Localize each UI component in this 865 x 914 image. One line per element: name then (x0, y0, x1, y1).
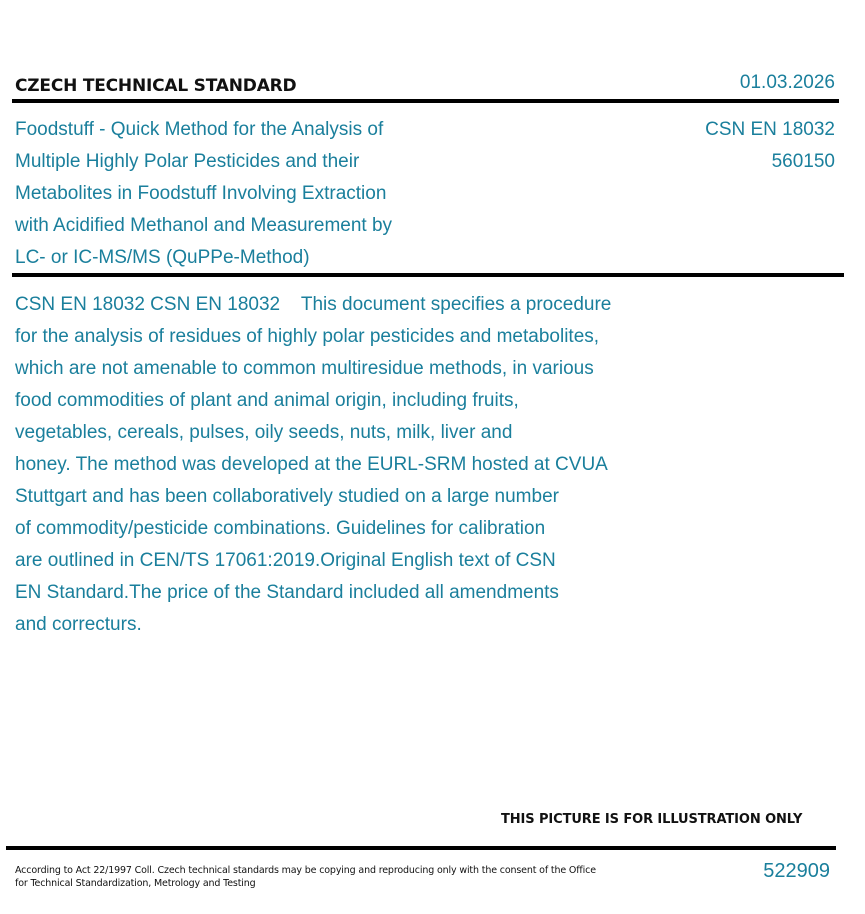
description-line: are outlined in CEN/TS 17061:2019.Original English text of CSN (15, 550, 556, 571)
title-divider (12, 273, 844, 277)
title-line: LC- or IC-MS/MS (QuPPe-Method) (15, 247, 310, 268)
description-line: food commodities of plant and animal origin, including fruits, (15, 390, 519, 411)
header-divider (12, 99, 839, 103)
illustration-note: THIS PICTURE IS FOR ILLUSTRATION ONLY (501, 812, 803, 827)
publication-date: 01.03.2026 (739, 72, 835, 93)
description-line: Stuttgart and has been collaboratively studied on a large number (15, 486, 559, 507)
standard-title (15, 114, 455, 274)
description-line: which are not amenable to common multiresidue methods, in various (15, 358, 594, 379)
footer-divider (6, 846, 836, 850)
standard-codes (705, 114, 835, 178)
class-number: 560150 (771, 151, 835, 172)
title-line: Metabolites in Foodstuff Involving Extraction (15, 183, 387, 204)
footer-legal-note (15, 864, 596, 890)
description-line: vegetables, cereals, pulses, oily seeds, nuts, milk, liver and (15, 422, 513, 443)
title-line: Foodstuff - Quick Method for the Analysis of (15, 119, 384, 140)
footer-legal-line: According to Act 22/1997 Coll. Czech technical standards may be copying and reproducing only with the consent of the Office (15, 865, 596, 876)
title-line: with Acidified Methanol and Measurement by (15, 215, 393, 236)
footer-legal-line: for Technical Standardization, Metrology and Testing (15, 878, 256, 889)
document-type-label: CZECH TECHNICAL STANDARD (15, 76, 297, 96)
standard-description (15, 289, 611, 641)
description-line: CSN EN 18032 CSN EN 18032 This document specifies a procedure (15, 294, 612, 315)
catalog-number: 522909 (763, 860, 830, 882)
description-line: of commodity/pesticide combinations. Guidelines for calibration (15, 518, 546, 539)
title-line: Multiple Highly Polar Pesticides and their (15, 151, 360, 172)
description-line: honey. The method was developed at the EURL-SRM hosted at CVUA (15, 454, 608, 475)
description-line: EN Standard.The price of the Standard included all amendments (15, 582, 559, 603)
description-line: for the analysis of residues of highly polar pesticides and metabolites, (15, 326, 600, 347)
description-line: and correcturs. (15, 614, 142, 635)
standard-number: CSN EN 18032 (705, 119, 835, 140)
